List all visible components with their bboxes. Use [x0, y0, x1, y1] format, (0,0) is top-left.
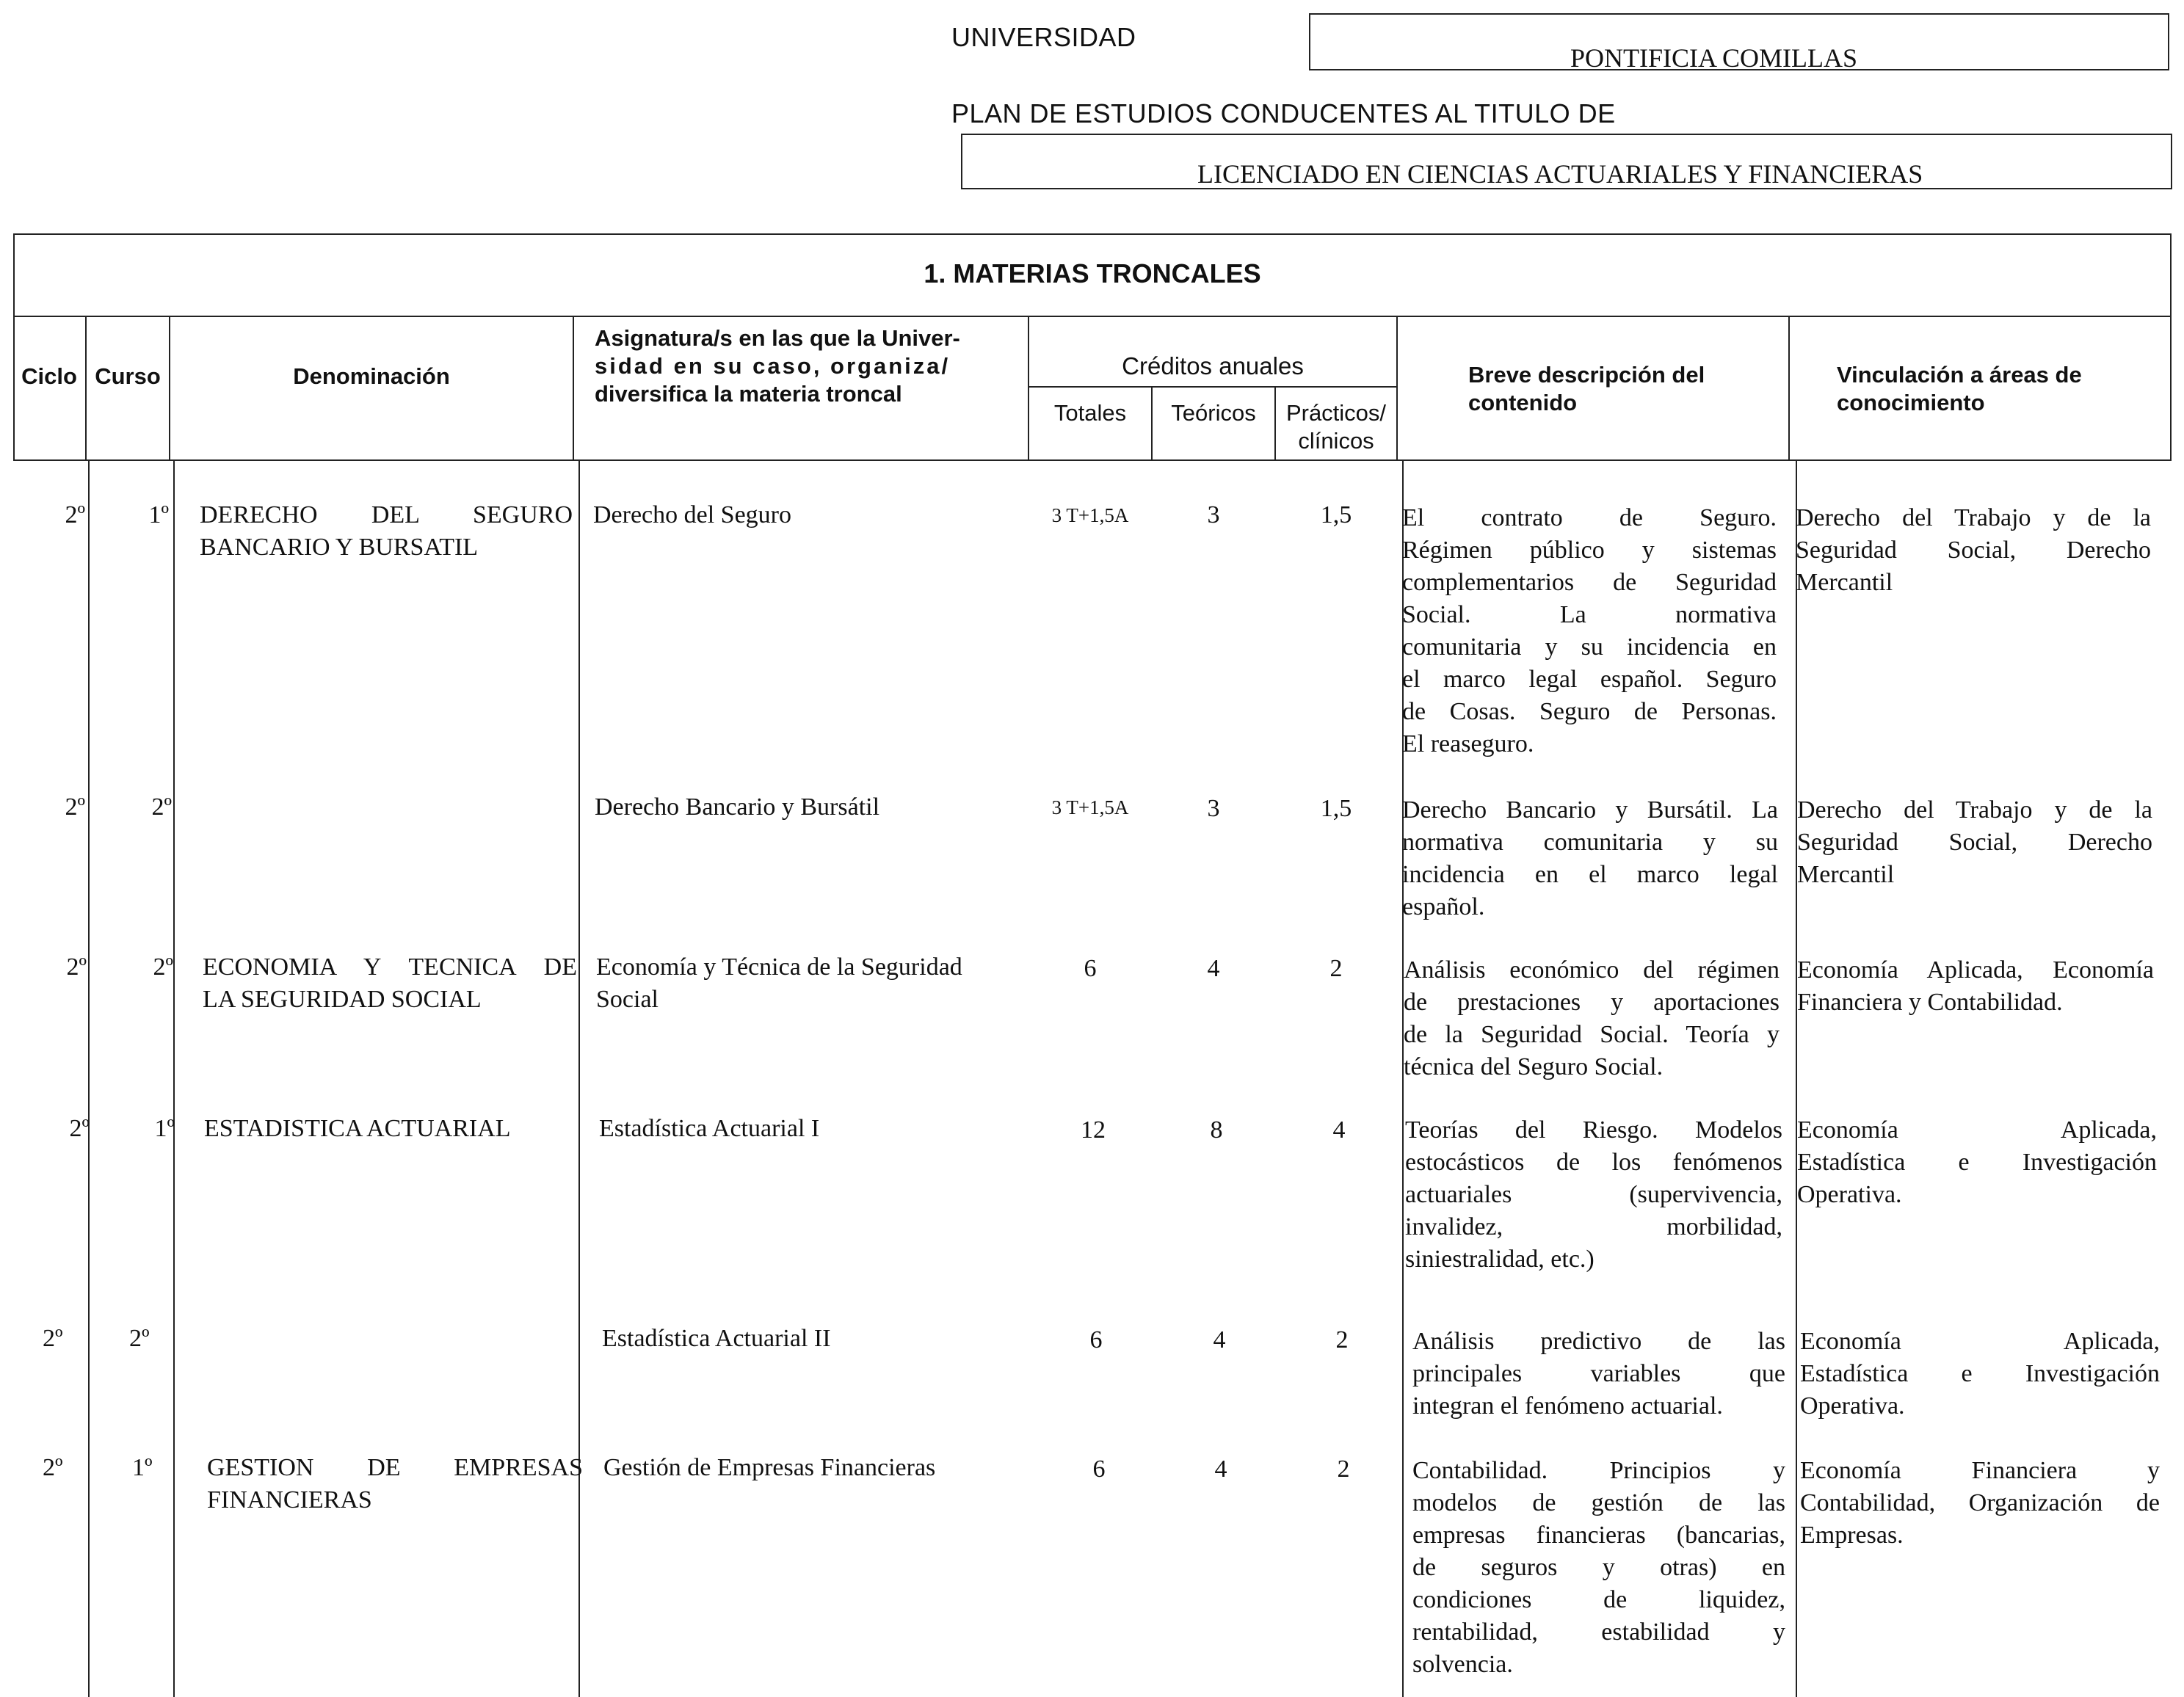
col-header-descripcion-line2: contenido	[1468, 390, 1578, 415]
vinculacion-cell	[1800, 1326, 2160, 1422]
hdr-sep-7	[1396, 316, 1398, 461]
descripcion-line: técnica del Seguro Social.	[1404, 1053, 1664, 1080]
totales-cell: 6	[1084, 955, 1097, 982]
curso-cell: 2º	[129, 1325, 150, 1352]
titulo-value: LICENCIADO EN CIENCIAS ACTUARIALES Y FINANCIERAS	[1197, 159, 1923, 189]
vinculacion-line: Estadística e Investigación	[1797, 1149, 2157, 1176]
totales-cell: 6	[1089, 1326, 1103, 1353]
ciclo-cell: 2º	[66, 953, 87, 981]
titulo-box	[961, 134, 2172, 189]
asignatura-line: Social	[596, 986, 659, 1013]
col-header-asignatura-line3: diversifica la materia troncal	[595, 381, 902, 407]
col-header-asignatura-line2: sidad en su caso, organiza/	[595, 353, 951, 379]
descripcion-line: Régimen público y sistemas	[1402, 537, 1777, 564]
teoricos-cell: 4	[1207, 955, 1220, 982]
vinculacion-line: Economía Aplicada,	[1800, 1328, 2160, 1355]
descripcion-line: solvencia.	[1412, 1651, 1513, 1678]
col-header-descripcion	[1468, 361, 1777, 417]
descripcion-line: el marco legal español. Seguro	[1402, 666, 1777, 693]
col-header-vinculacion-line2: conocimiento	[1837, 390, 1985, 415]
descripcion-line: de Cosas. Seguro de Personas.	[1402, 698, 1777, 725]
descripcion-line: incidencia en el marco legal	[1402, 861, 1778, 888]
asignatura-cell	[596, 951, 1031, 1016]
descripcion-line: Teorías del Riesgo. Modelos	[1405, 1116, 1782, 1144]
descripcion-line: comunitaria y su incidencia en	[1402, 633, 1777, 661]
col-header-totales: Totales	[1053, 400, 1127, 426]
denominacion-cell	[207, 1452, 583, 1516]
descripcion-line: empresas financieras (bancarias,	[1412, 1522, 1785, 1549]
curso-cell: 2º	[151, 793, 172, 821]
curso-cell: 2º	[153, 953, 173, 981]
vinculacion-line: Economía Aplicada,	[1797, 1116, 2157, 1144]
hdr-sep-3	[573, 316, 574, 461]
denominacion-line: LA SEGURIDAD SOCIAL	[203, 986, 482, 1013]
practicos-cell: 2	[1329, 955, 1343, 982]
vinculacion-line: Contabilidad, Organización de	[1800, 1489, 2160, 1516]
denominacion-cell	[200, 499, 573, 564]
body-sep-2	[173, 461, 175, 1697]
descripcion-cell	[1412, 1455, 1785, 1681]
descripcion-line: integran el fenómeno actuarial.	[1412, 1392, 1723, 1420]
descripcion-line: Análisis predictivo de las	[1412, 1328, 1785, 1355]
ciclo-cell: 2º	[65, 793, 85, 821]
plan-label: PLAN DE ESTUDIOS CONDUCENTES AL TITULO DE	[951, 98, 1616, 128]
teoricos-cell: 4	[1213, 1326, 1226, 1353]
descripcion-line: modelos de gestión de las	[1412, 1489, 1785, 1516]
col-header-creditos: Créditos anuales	[1122, 352, 1304, 379]
descripcion-line: español.	[1402, 893, 1485, 920]
col-header-asignatura-line1: Asignatura/s en las que la Univer-	[595, 325, 960, 351]
descripcion-line: rentabilidad, estabilidad y	[1412, 1618, 1785, 1646]
vinculacion-line: Operativa.	[1800, 1392, 1905, 1420]
vinculacion-line: Seguridad Social, Derecho	[1797, 829, 2152, 856]
body-sep-5	[1796, 461, 1797, 1697]
teoricos-cell: 3	[1207, 501, 1220, 528]
asignatura-line: Economía y Técnica de la Seguridad	[596, 953, 962, 981]
vinculacion-line: Derecho del Trabajo y de la	[1797, 796, 2152, 824]
asignatura-cell: Gestión de Empresas Financieras	[603, 1454, 936, 1481]
descripcion-line: El contrato de Seguro.	[1402, 504, 1777, 531]
descripcion-line: principales variables que	[1412, 1360, 1785, 1387]
descripcion-line: de prestaciones y aportaciones	[1404, 989, 1780, 1016]
denominacion-line: GESTION DE EMPRESAS	[207, 1454, 583, 1481]
teoricos-cell: 8	[1210, 1116, 1223, 1144]
creditos-subheader-divider	[1028, 386, 1396, 388]
col-header-asignatura	[595, 324, 1020, 408]
totales-cell: 6	[1092, 1456, 1106, 1483]
denominacion-line: BANCARIO Y BURSATIL	[200, 534, 479, 561]
descripcion-cell	[1412, 1326, 1785, 1422]
descripcion-cell	[1402, 794, 1778, 923]
descripcion-cell	[1402, 502, 1777, 760]
descripcion-line: normativa comunitaria y su	[1402, 829, 1778, 856]
ciclo-cell: 2º	[69, 1115, 90, 1142]
denominacion-line: FINANCIERAS	[207, 1486, 372, 1514]
col-header-vinculacion-line1: Vinculación a áreas de	[1837, 362, 2082, 388]
vinculacion-cell	[1797, 1114, 2157, 1211]
asignatura-cell: Estadística Actuarial II	[602, 1325, 831, 1352]
practicos-cell: 4	[1332, 1116, 1346, 1144]
ciclo-cell: 2º	[43, 1454, 63, 1481]
vinculacion-line: Derecho del Trabajo y de la	[1796, 504, 2151, 531]
universidad-label: UNIVERSIDAD	[951, 22, 1136, 52]
totales-cell: 3 T+1,5A	[1051, 796, 1129, 818]
curso-cell: 1º	[154, 1115, 175, 1142]
col-header-descripcion-line1: Breve descripción del	[1468, 362, 1705, 388]
teoricos-cell: 4	[1214, 1456, 1227, 1483]
col-header-vinculacion	[1837, 361, 2160, 417]
col-header-practicos	[1276, 399, 1396, 455]
vinculacion-line: Economía Financiera y	[1800, 1457, 2160, 1484]
col-header-ciclo: Ciclo	[21, 363, 77, 389]
descripcion-line: Contabilidad. Principios y	[1412, 1457, 1785, 1484]
header-row-divider	[13, 459, 2172, 461]
descripcion-line: siniestralidad, etc.)	[1405, 1246, 1595, 1273]
vinculacion-cell	[1800, 1455, 2160, 1552]
universidad-value: PONTIFICIA COMILLAS	[1570, 43, 1858, 73]
practicos-cell: 2	[1337, 1456, 1350, 1483]
table-title: 1. MATERIAS TRONCALES	[924, 258, 1261, 288]
vinculacion-cell	[1797, 794, 2152, 891]
denominacion-line: ECONOMIA Y TECNICA DE	[203, 953, 577, 981]
ciclo-cell: 2º	[43, 1325, 63, 1352]
asignatura-cell: Derecho Bancario y Bursátil	[595, 793, 880, 821]
vinculacion-line: Seguridad Social, Derecho	[1796, 537, 2151, 564]
denominacion-cell: ESTADISTICA ACTUARIAL	[204, 1115, 511, 1142]
vinculacion-cell	[1797, 954, 2154, 1019]
vinculacion-line: Economía Aplicada, Economía	[1797, 956, 2154, 984]
denominacion-cell	[203, 951, 577, 1016]
teoricos-cell: 3	[1207, 795, 1220, 822]
descripcion-line: actuariales (supervivencia,	[1405, 1181, 1782, 1208]
col-header-teoricos: Teóricos	[1171, 400, 1256, 426]
vinculacion-line: Estadística e Investigación	[1800, 1360, 2160, 1387]
vinculacion-line: Empresas.	[1800, 1522, 1904, 1549]
descripcion-line: invalidez, morbilidad,	[1405, 1213, 1782, 1240]
descripcion-cell	[1405, 1114, 1782, 1276]
curso-cell: 1º	[148, 501, 169, 528]
col-header-denominacion: Denominación	[293, 363, 450, 389]
descripcion-line: estocásticos de los fenómenos	[1405, 1149, 1782, 1176]
body-sep-1	[88, 461, 90, 1697]
vinculacion-line: Mercantil	[1796, 569, 1893, 596]
descripcion-line: condiciones de liquidez,	[1412, 1586, 1785, 1613]
table-top-border	[13, 233, 2172, 235]
col-header-practicos-line2: clínicos	[1298, 428, 1374, 454]
asignatura-cell: Derecho del Seguro	[593, 501, 792, 528]
vinculacion-line: Financiera y Contabilidad.	[1797, 989, 2063, 1016]
col-header-curso: Curso	[95, 363, 161, 389]
practicos-cell: 1,5	[1320, 795, 1352, 822]
universidad-box	[1309, 13, 2169, 73]
title-row-divider	[13, 316, 2172, 317]
ciclo-cell: 2º	[65, 501, 85, 528]
totales-cell: 12	[1081, 1116, 1106, 1144]
practicos-cell: 1,5	[1320, 501, 1352, 528]
totales-cell: 3 T+1,5A	[1051, 504, 1129, 526]
denominacion-line: DERECHO DEL SEGURO	[200, 501, 573, 528]
vinculacion-line: Operativa.	[1797, 1181, 1902, 1208]
asignatura-cell: Estadística Actuarial I	[599, 1115, 820, 1142]
descripcion-line: de seguros y otras) en	[1412, 1554, 1785, 1581]
descripcion-line: El reaseguro.	[1402, 730, 1534, 757]
hdr-sep-8	[1788, 316, 1790, 461]
descripcion-line: complementarios de Seguridad	[1402, 569, 1777, 596]
col-header-practicos-line1: Prácticos/	[1285, 400, 1387, 426]
practicos-cell: 2	[1335, 1326, 1349, 1353]
vinculacion-line: Mercantil	[1797, 861, 1895, 888]
descripcion-line: de la Seguridad Social. Teoría y	[1404, 1021, 1780, 1048]
descripcion-cell	[1404, 954, 1780, 1083]
descripcion-line: Social. La normativa	[1402, 601, 1777, 628]
curso-cell: 1º	[132, 1454, 153, 1481]
descripcion-line: Derecho Bancario y Bursátil. La	[1402, 796, 1778, 824]
hdr-sep-4	[1028, 316, 1029, 461]
descripcion-line: Análisis económico del régimen	[1404, 956, 1780, 984]
vinculacion-cell	[1796, 502, 2151, 599]
